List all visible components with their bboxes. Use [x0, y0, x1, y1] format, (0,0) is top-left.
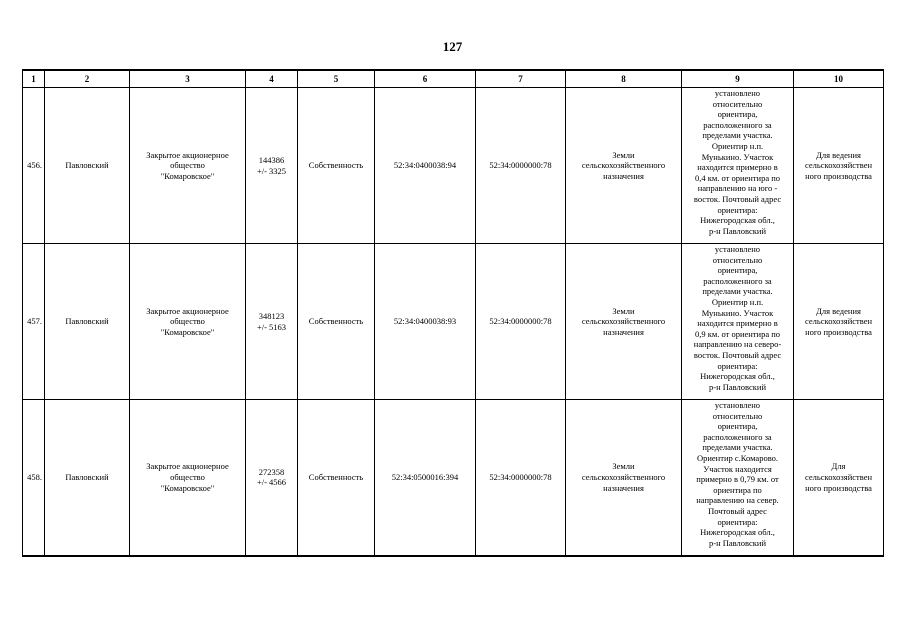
land-category-cell [566, 244, 682, 400]
location-line: относительно [712, 98, 763, 109]
land-category-line: сельскохозяйственного [581, 316, 666, 327]
table-row [23, 244, 884, 400]
cadastral-number-cell: 52:34:0400038:94 [375, 88, 476, 244]
permitted-use-cell [794, 88, 884, 244]
column-header: 7 [476, 70, 566, 88]
location-line: ориентира: [717, 516, 758, 527]
land-category-line: Земли [612, 149, 635, 160]
row-number-cell: 458. [23, 400, 45, 556]
location-line: Нижегородская обл., [700, 527, 775, 538]
owner-line: "Комаровское" [160, 326, 215, 337]
location-line: находится примерно в [697, 318, 778, 329]
location-line: 0,9 км. от ориентира по [694, 328, 781, 339]
location-line: Мунькино. Участок [701, 151, 774, 162]
permitted-use-line: сельскохозяйствен [804, 160, 873, 171]
column-header: 10 [794, 70, 884, 88]
owner-line: общество [170, 316, 205, 327]
page-number: 127 [442, 39, 463, 54]
location-line: Мунькино. Участок [701, 307, 774, 318]
parent-cadastral-number-cell: 52:34:0000000:78 [476, 88, 566, 244]
location-line: ориентира, [717, 421, 758, 432]
land-category-line: назначения [603, 326, 644, 337]
location-line: Нижегородская обл., [700, 215, 775, 226]
owner-line: общество [170, 471, 205, 482]
table-row [23, 88, 884, 244]
location-line: Ориентир н.п. [711, 140, 764, 151]
location-line: расположенного за [703, 275, 772, 286]
owner-line: общество [170, 160, 205, 171]
permitted-use-line: ного производства [805, 326, 872, 337]
area-line: 272358 [258, 466, 285, 477]
cadastral-number-cell: 52:34:0400038:93 [375, 244, 476, 400]
location-line: расположенного за [703, 119, 772, 130]
area-line: 348123 [258, 310, 285, 321]
location-line: р-н Павловский [708, 381, 767, 392]
district-cell: Павловский [45, 244, 130, 400]
permitted-use-line: Для ведения [816, 305, 861, 316]
location-line: Ориентир н.п. [711, 296, 764, 307]
ownership-right-cell: Собственность [298, 400, 375, 556]
land-category-cell [566, 400, 682, 556]
location-line: ориентира: [717, 360, 758, 371]
column-header: 8 [566, 70, 682, 88]
location-line: пределами участка. [702, 442, 773, 453]
land-category-line: сельскохозяйственного [581, 160, 666, 171]
permitted-use-line: Для [831, 461, 846, 472]
column-header: 3 [130, 70, 246, 88]
location-line: Участок находится [703, 463, 772, 474]
location-line: р-н Павловский [708, 225, 767, 236]
location-line: ориентира: [717, 204, 758, 215]
location-line: Ориентир с.Комарово. [696, 452, 779, 463]
column-header: 4 [246, 70, 298, 88]
land-category-line: назначения [603, 482, 644, 493]
permitted-use-line: Для ведения [816, 149, 861, 160]
location-cell [682, 244, 794, 400]
permitted-use-line: ного производства [805, 170, 872, 181]
column-header: 2 [45, 70, 130, 88]
permitted-use-line: сельскохозяйствен [804, 471, 873, 482]
location-line: направлению на юго - [697, 183, 778, 194]
parent-cadastral-number-cell: 52:34:0000000:78 [476, 400, 566, 556]
permitted-use-line: ного производства [805, 482, 872, 493]
location-line: установлено [714, 400, 761, 410]
permitted-use-cell [794, 244, 884, 400]
row-number-cell: 456. [23, 88, 45, 244]
land-category-line: Земли [612, 461, 635, 472]
table-row [23, 400, 884, 556]
owner-line: "Комаровское" [160, 170, 215, 181]
location-line: направлению на север. [696, 495, 779, 506]
location-line: пределами участка. [702, 130, 773, 141]
land-register-table [22, 69, 884, 557]
cadastral-number-cell: 52:34:0500016:394 [375, 400, 476, 556]
location-line: р-н Павловский [708, 537, 767, 548]
area-line: +/- 5163 [256, 321, 287, 332]
location-line: установлено [714, 244, 761, 254]
area-line: +/- 3325 [256, 165, 287, 176]
location-line: Почтовый адрес [708, 505, 767, 516]
owner-line: Закрытое акционерное [146, 461, 229, 472]
header-row [23, 70, 884, 88]
row-number-cell: 457. [23, 244, 45, 400]
location-line: ориентира, [717, 109, 758, 120]
column-header: 1 [23, 70, 45, 88]
location-line: расположенного за [703, 431, 772, 442]
ownership-right-cell: Собственность [298, 88, 375, 244]
permitted-use-cell [794, 400, 884, 556]
area-cell [246, 400, 298, 556]
area-cell [246, 88, 298, 244]
location-line: пределами участка. [702, 286, 773, 297]
district-cell: Павловский [45, 400, 130, 556]
area-line: 144386 [258, 154, 285, 165]
owner-cell [130, 400, 246, 556]
land-category-line: сельскохозяйственного [581, 471, 666, 482]
district-cell: Павловский [45, 88, 130, 244]
parent-cadastral-number-cell: 52:34:0000000:78 [476, 244, 566, 400]
location-line: относительно [712, 410, 763, 421]
location-line: Нижегородская обл., [700, 371, 775, 382]
land-category-cell [566, 88, 682, 244]
column-header: 5 [298, 70, 375, 88]
column-header: 6 [375, 70, 476, 88]
land-category-line: назначения [603, 170, 644, 181]
location-line: восток. Почтовый адрес [693, 349, 782, 360]
owner-cell [130, 88, 246, 244]
table-body [23, 88, 884, 556]
location-line: направлению на северо- [693, 339, 782, 350]
location-line: находится примерно в [697, 162, 778, 173]
owner-line: Закрытое акционерное [146, 149, 229, 160]
ownership-right-cell: Собственность [298, 244, 375, 400]
location-line: ориентира, [717, 265, 758, 276]
column-header: 9 [682, 70, 794, 88]
owner-line: Закрытое акционерное [146, 305, 229, 316]
location-line: ориентира по [713, 484, 762, 495]
permitted-use-line: сельскохозяйствен [804, 316, 873, 327]
land-category-line: Земли [612, 305, 635, 316]
location-line: относительно [712, 254, 763, 265]
area-cell [246, 244, 298, 400]
location-cell [682, 400, 794, 556]
location-line: 0,4 км. от ориентира по [694, 172, 781, 183]
location-line: примерно в 0,79 км. от [696, 474, 779, 485]
area-line: +/- 4566 [256, 477, 287, 488]
owner-line: "Комаровское" [160, 482, 215, 493]
location-cell [682, 88, 794, 244]
owner-cell [130, 244, 246, 400]
location-line: восток. Почтовый адрес [693, 193, 782, 204]
location-line: установлено [714, 88, 761, 98]
